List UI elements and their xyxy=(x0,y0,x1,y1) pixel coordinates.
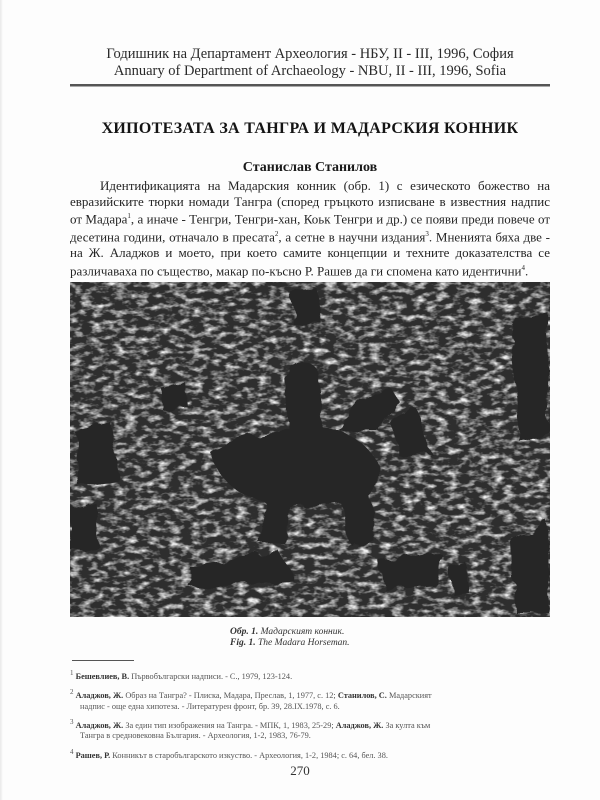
footnote-3: $^3$ Аладжов, Ж. За един тип изображения на Тангра. - МПК, 1, 1983, 25-29; Аладжов, Ж. За култа към Тангра в средновековна България. - Археология, 1-2, 1983, 76-79. xyxy=(70,718,431,741)
paragraph-text: . Мненията бяха две - на Ж. Аладжов и моето, при което самите концепции и техните доказателства се различаваха по същество, макар по-късно Р. Рашев да ги спомена като идентични xyxy=(70,229,550,278)
relief-photo-image xyxy=(70,282,550,617)
figure-caption xyxy=(230,627,350,649)
paragraph-text: , а иначе - Тенгри, Тенгри-хан, Коьк Тенгри и др.) се появи преди повече от десетина години, отначало в пресата xyxy=(70,211,550,245)
caption-bulgarian: Обр. 1. Мадарският конник. xyxy=(230,627,345,637)
footnote-ref[interactable]: 3 xyxy=(425,230,429,239)
article-author: Станислав Станилов xyxy=(242,160,378,175)
paragraph-text: . xyxy=(525,262,529,278)
paragraph-text: , а сетне в научни издания xyxy=(278,229,426,245)
footnote-divider xyxy=(72,660,134,661)
footnote-ref[interactable]: 2 xyxy=(274,230,279,239)
paragraph-text: Идентификацията на Мадарския конник (обр. 1) с езическото божество на евразийските тюрки номади Тангра (според гръцкото изписване в известния надпис от Мадара xyxy=(70,178,550,227)
header-divider xyxy=(70,84,550,86)
scan-edge-shadow xyxy=(0,0,3,800)
footnote-1: $^1$ Бешевлиев, В. Първобългарски надписи. - С., 1979, 123-124. xyxy=(70,669,293,681)
running-head-bulgarian: Годишник на Департамент Археология - НБУ, II - III, 1996, София xyxy=(106,46,514,62)
article-title: ХИПОТЕЗАТА ЗА ТАНГРА И МАДАРСКИЯ КОННИК xyxy=(101,120,519,137)
footnote-4: $^4$ Рашев, Р. Конникът в старобългарското изкуство. - Археология, 1-2, 1984; с. 64, бел. 38. xyxy=(70,747,388,760)
madara-horseman-photo xyxy=(70,282,550,617)
running-head-english: Annuary of Department of Archaeology - NBU, II - III, 1996, Sofia xyxy=(113,63,507,79)
body-paragraph xyxy=(70,178,550,279)
footnote-ref[interactable]: 1 xyxy=(127,212,131,221)
footnote-2: $^2$ Аладжов, Ж. Образ на Тангра? - Плиска, Мадара, Преслав, 1, 1977, с. 12; Станилов, С. Мадарският надпис - още една хипотеза. - Литературен фронт, бр. 39, 28.IX.1978, с. 6. xyxy=(70,688,432,711)
page-number: 270 xyxy=(290,763,310,778)
footnotes xyxy=(70,668,550,766)
caption-english: Fig. 1. The Madara Horseman. xyxy=(230,638,350,648)
running-head xyxy=(70,46,550,80)
footnote-ref[interactable]: 4 xyxy=(521,263,525,272)
